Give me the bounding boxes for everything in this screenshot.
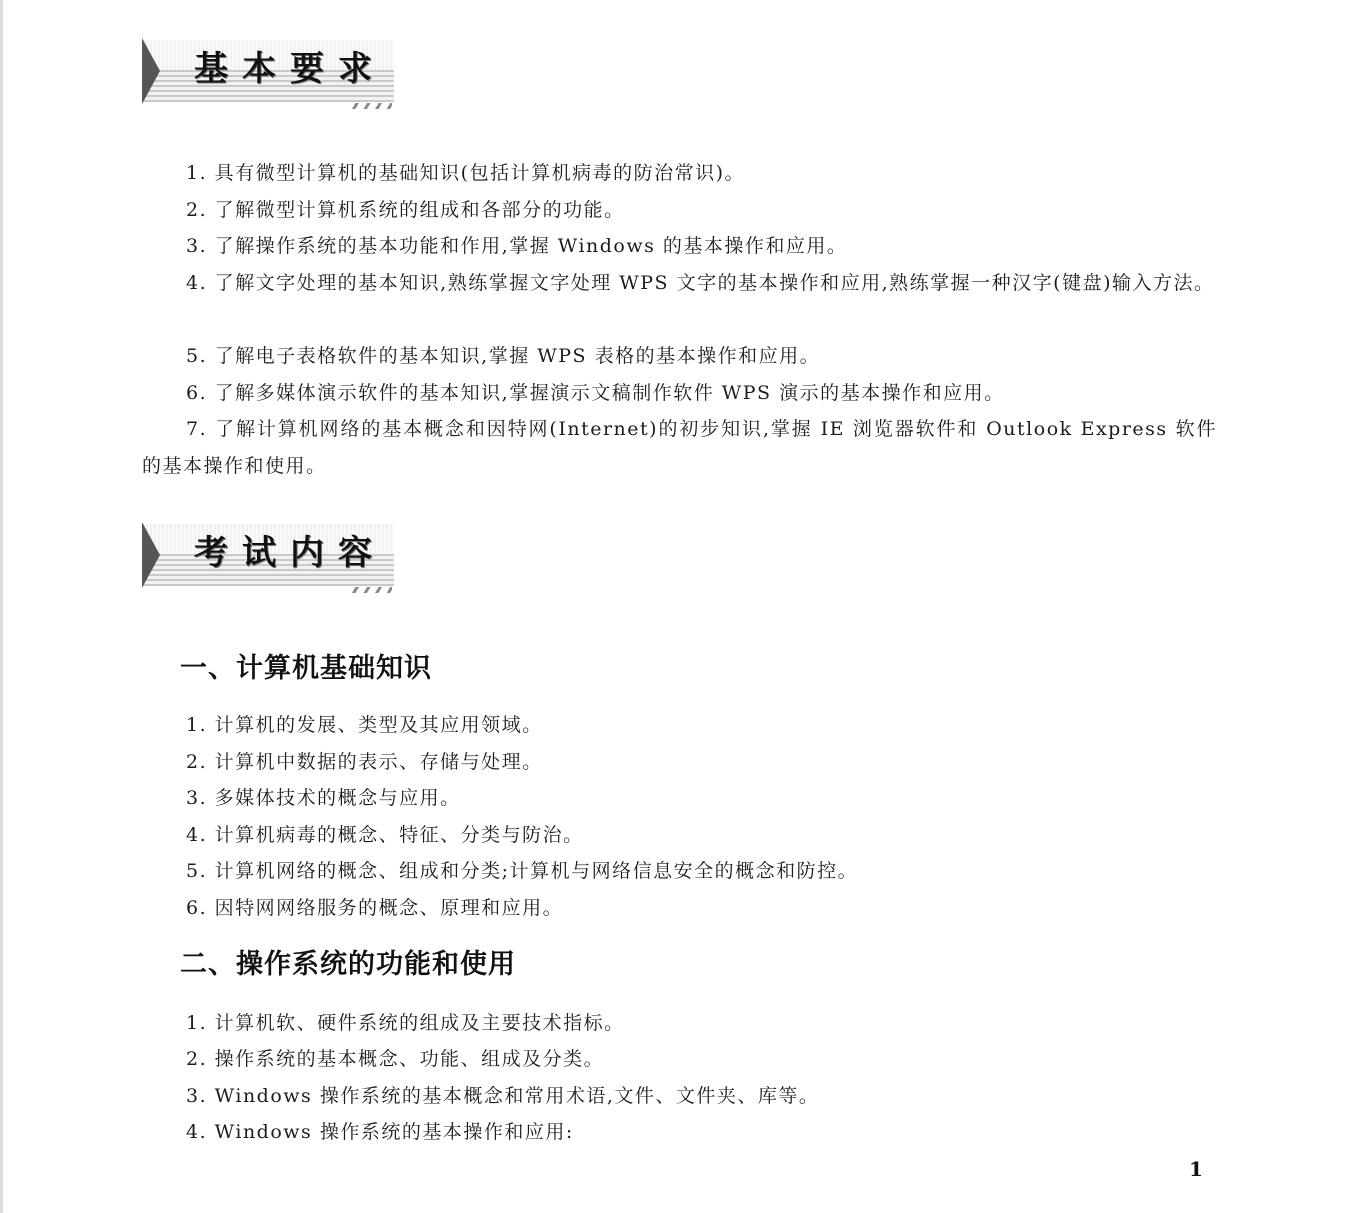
list-item: 5. 计算机网络的概念、组成和分类;计算机与网络信息安全的概念和防控。 <box>186 860 859 882</box>
requirement-text: 4. 了解文字处理的基本知识,熟练掌握文字处理 WPS 文字的基本操作和应用,熟练掌握一种汉字(键盘)输入方法。 <box>186 272 1215 294</box>
requirement-text: 5. 了解电子表格软件的基本知识,掌握 WPS 表格的基本操作和应用。 <box>186 345 821 367</box>
banner-arrow-icon <box>142 522 160 588</box>
requirement-text: 1. 具有微型计算机的基础知识(包括计算机病毒的防治常识)。 <box>186 162 745 184</box>
list-item: 6. 因特网网络服务的概念、原理和应用。 <box>186 897 564 919</box>
list-item: 4. 计算机病毒的概念、特征、分类与防治。 <box>186 824 584 846</box>
requirement-paragraph <box>142 375 1217 412</box>
list-item: 2. 操作系统的基本概念、功能、组成及分类。 <box>186 1048 605 1070</box>
list-item: 1. 计算机软、硬件系统的组成及主要技术指标。 <box>186 1012 625 1034</box>
list-item: 3. Windows 操作系统的基本概念和常用术语,文件、文件夹、库等。 <box>186 1085 820 1107</box>
banner-arrow-icon <box>142 38 160 104</box>
list-item: 3. 多媒体技术的概念与应用。 <box>186 787 461 809</box>
requirement-text: 6. 了解多媒体演示软件的基本知识,掌握演示文稿制作软件 WPS 演示的基本操作和应用。 <box>186 382 1005 404</box>
list-item: 2. 计算机中数据的表示、存储与处理。 <box>186 751 543 773</box>
section-banner-requirements <box>142 38 394 110</box>
requirement-paragraph <box>142 228 1217 265</box>
requirement-paragraph <box>142 338 1217 375</box>
requirement-paragraph <box>142 265 1217 302</box>
list-item: 4. Windows 操作系统的基本操作和应用: <box>186 1121 574 1143</box>
banner-hash-marks <box>352 587 392 593</box>
subsection-heading-operating-system: 二、操作系统的功能和使用 <box>180 949 516 980</box>
banner-hash-marks <box>352 103 392 109</box>
banner-title: 考试内容 <box>194 533 386 573</box>
list-item: 1. 计算机的发展、类型及其应用领域。 <box>186 714 543 736</box>
section-banner-exam-content <box>142 522 394 594</box>
page-left-edge <box>0 0 3 1213</box>
requirement-text: 3. 了解操作系统的基本功能和作用,掌握 Windows 的基本操作和应用。 <box>186 235 848 257</box>
requirement-paragraph <box>142 192 1217 229</box>
page-number: 1 <box>1189 1157 1203 1181</box>
requirement-paragraph <box>142 155 1217 192</box>
requirement-paragraph <box>142 411 1217 485</box>
requirement-text: 7. 了解计算机网络的基本概念和因特网(Internet)的初步知识,掌握 IE 浏览器软件和 Outlook Express 软件的基本操作和使用。 <box>142 418 1217 477</box>
subsection-heading-computer-basics: 一、计算机基础知识 <box>180 653 432 684</box>
banner-title: 基本要求 <box>194 49 386 89</box>
requirement-text: 2. 了解微型计算机系统的组成和各部分的功能。 <box>186 199 625 221</box>
